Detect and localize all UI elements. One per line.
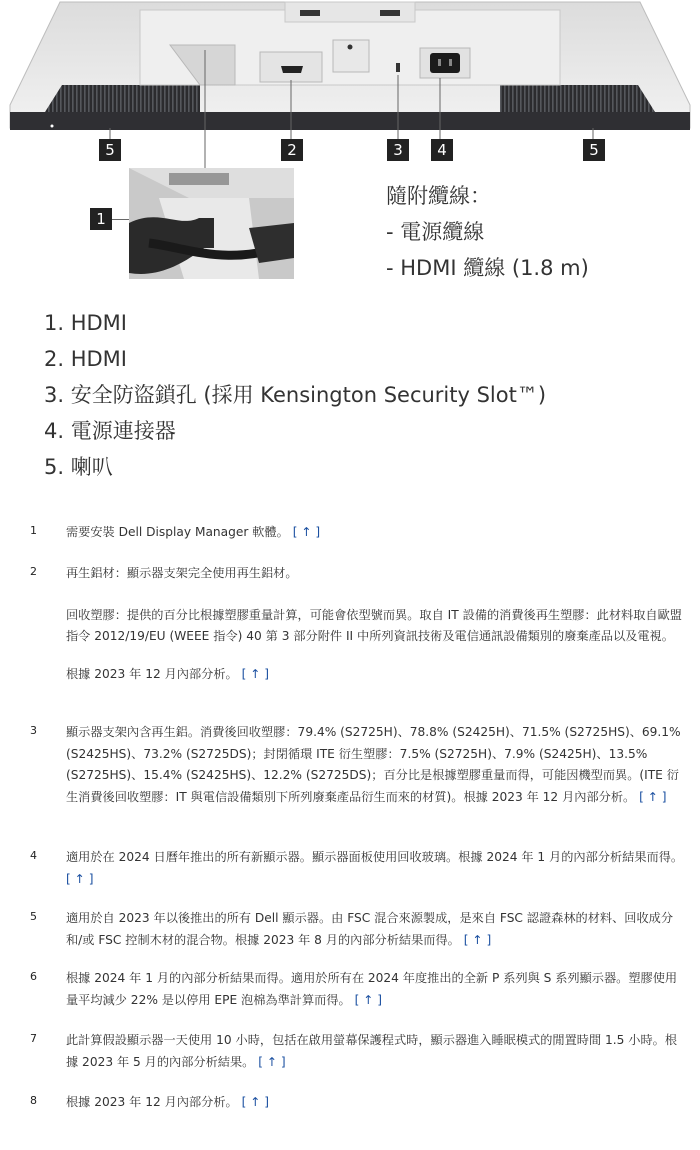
callout-5-right: 5 [583,139,605,161]
callout-4: 4 [431,139,453,161]
cable-item-hdmi: - HDMI 纜線 (1.8 m) [386,256,589,280]
hdmi-cable-inset-photo [129,168,294,279]
back-to-top-link[interactable]: [ ↑ ] [66,871,94,886]
footnote-number: 3 [30,724,37,737]
callout-2: 2 [281,139,303,161]
power-connector-icon [430,53,460,73]
callout-1: 1 [90,208,112,230]
legend-item-speakers: 5. 喇叭 [44,455,113,479]
footnote-number: 7 [30,1032,37,1045]
back-to-top-link[interactable]: [ ↑ ] [292,525,321,539]
footnote-text: 適用於自 2023 年以後推出的所有 Dell 顯示器。由 FSC 混合來源製成，是來自 FSC 認證森林的材料、回收成分和/或 FSC 控制木材的混合物。根據 2023 年 8 月的內部分析結果而得。 [66,911,674,947]
back-to-top-link[interactable]: [ ↑ ] [354,992,383,1007]
hdmi-port-icon [281,66,303,73]
callout-3: 3 [387,139,409,161]
cables-title: 隨附纜線： [386,184,491,208]
back-to-top-link[interactable]: [ ↑ ] [639,789,667,804]
legend-item-hdmi-2: 2. HDMI [44,347,127,371]
footnote-text: 根據 2023 年 12 月內部分析。 [66,666,238,681]
legend-item-power-connector: 4. 電源連接器 [44,419,176,443]
back-to-top-link[interactable]: [ ↑ ] [463,932,492,947]
footnote-text: 回收塑膠：提供的百分比根據塑膠重量計算，可能會依型號而異。取自 IT 設備的消費後再生塑膠：此材料取自歐盟指令 2012/19/EU (WEEE 指令) 40 第 3 部分附件 II 中所列資訊技術及電信通訊設備類別的廢棄產品以及電視。 [66,607,682,643]
legend-item-security-slot: 3. 安全防盜鎖孔 (採用 Kensington Security Slot™) [44,383,547,407]
footnote-number: 4 [30,849,37,862]
footnote-text: 適用於在 2024 日曆年推出的所有新顯示器。顯示器面板使用回收玻璃。根據 2024 年 1 月的內部分析結果而得。 [66,850,684,864]
included-cables [386,178,589,286]
footnote-text: 此計算假設顯示器一天使用 10 小時，包括在啟用螢幕保護程式時，顯示器進入睡眠模式的閒置時間 1.5 小時。根據 2023 年 5 月的內部分析結果。 [66,1033,678,1069]
left-speaker-grille [45,85,200,112]
cable-item-power: - 電源纜線 [386,220,485,244]
footnote-number: 6 [30,970,37,983]
back-to-top-link[interactable]: [ ↑ ] [241,666,270,681]
footnote-number: 1 [30,524,37,537]
footnote-text: 需要安裝 Dell Display Manager 軟體。 [66,525,289,539]
legend-item-hdmi-1: 1. HDMI [44,311,127,335]
footnote-number: 8 [30,1094,37,1107]
callout-5-left: 5 [99,139,121,161]
footnote-number: 5 [30,910,37,923]
footnote-number: 2 [30,565,37,578]
security-slot-icon [396,63,400,72]
footnote-text: 再生鋁材：顯示器支架完全使用再生鋁材。 [66,566,298,580]
footnote-text: 顯示器支架內含再生鋁。消費後回收塑膠：79.4% (S2725H)、78.8% (S2425H)、71.5% (S2725HS)、69.1% (S2425HS)、73.2% (S2725DS)；封閉循環 ITE 衍生塑膠：7.5% (S2725H)、7.9% (S2425H)、13.5% (S2725HS)、15.4% (S2425HS)、12.2% (S2725DS)；百分比是根據塑膠重量而得，可能因機型而異。(ITE 衍生消費後回收塑膠：IT 與電信設備類別下所列廢棄產品衍生而來的材質)。根據 2023 年 12 月內部分析。 [66,725,681,804]
port-legend [44,305,546,485]
back-to-top-link[interactable]: [ ↑ ] [258,1054,286,1069]
footnote-text: 根據 2024 年 1 月的內部分析結果而得。適用於所有在 2024 年度推出的全新 P 系列與 S 系列顯示器。塑膠使用量平均減少 22% 是以停用 EPE 泡棉為準計算而得。 [66,971,678,1007]
right-speaker-grille [500,85,655,112]
footnote-text: 根據 2023 年 12 月內部分析。 [66,1095,238,1109]
back-to-top-link[interactable]: [ ↑ ] [241,1095,270,1109]
callout-1-leader [112,219,129,220]
